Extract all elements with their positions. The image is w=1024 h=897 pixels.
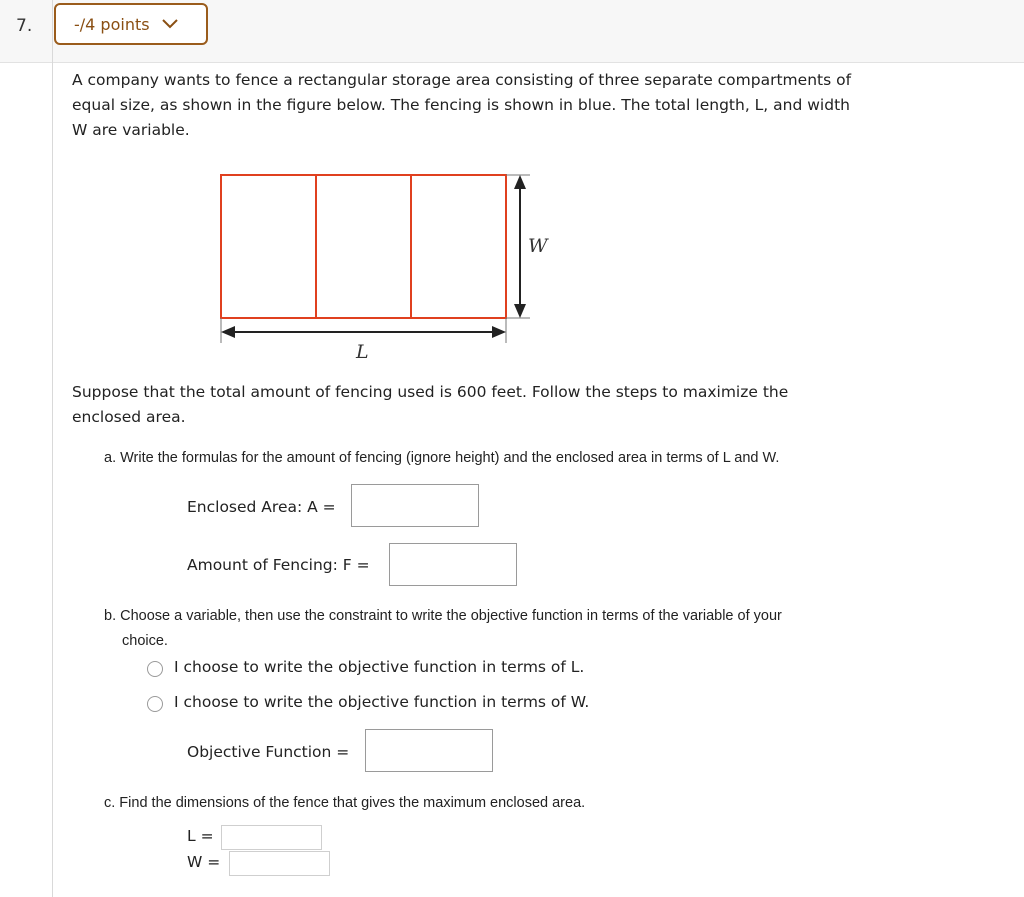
- part-c-instruction: c. Find the dimensions of the fence that gives the maximum enclosed area.: [104, 795, 586, 811]
- l-answer-input[interactable]: [221, 825, 322, 850]
- length-label: L: [356, 341, 369, 363]
- left-divider: [52, 0, 53, 897]
- problem-intro-line-3: W are variable.: [72, 121, 190, 139]
- w-answer-label: W =: [187, 853, 221, 871]
- part-b-instruction-line-2: choice.: [122, 633, 168, 649]
- radio-option-w-label[interactable]: I choose to write the objective function in terms of W.: [174, 693, 590, 711]
- l-answer-label: L =: [187, 827, 214, 845]
- radio-option-l[interactable]: [147, 661, 163, 677]
- area-label: Enclosed Area: A =: [187, 498, 336, 516]
- fencing-label: Amount of Fencing: F =: [187, 556, 370, 574]
- question-number: 7.: [16, 16, 33, 36]
- fence-figure: [210, 165, 570, 365]
- part-a-instruction: a. Write the formulas for the amount of fencing (ignore height) and the enclosed area in terms of L and W.: [104, 450, 780, 466]
- part-b-instruction-line-1: b. Choose a variable, then use the constraint to write the objective function in terms of the variable of your: [104, 608, 782, 624]
- length-arrowhead-left: [221, 326, 235, 338]
- points-label: -/4 points: [74, 14, 150, 34]
- objective-label: Objective Function =: [187, 743, 350, 761]
- problem-intro-line-1: A company wants to fence a rectangular storage area consisting of three separate compartments of: [72, 71, 852, 89]
- problem-intro-line-2: equal size, as shown in the figure below. The fencing is shown in blue. The total length, L, and width: [72, 96, 850, 114]
- width-arrowhead-bottom: [514, 304, 526, 318]
- width-arrowhead-top: [514, 175, 526, 189]
- area-input[interactable]: [351, 484, 479, 527]
- points-dropdown-button[interactable]: [54, 3, 208, 45]
- suppose-line-1: Suppose that the total amount of fencing used is 600 feet. Follow the steps to maximize the: [72, 383, 789, 401]
- chevron-down-icon: [162, 19, 178, 29]
- radio-option-l-label[interactable]: I choose to write the objective function in terms of L.: [174, 658, 585, 676]
- length-arrowhead-right: [492, 326, 506, 338]
- fencing-input[interactable]: [389, 543, 517, 586]
- fence-outer-rect: [221, 175, 506, 318]
- w-answer-input[interactable]: [229, 851, 330, 876]
- suppose-line-2: enclosed area.: [72, 408, 186, 426]
- objective-input[interactable]: [365, 729, 493, 772]
- radio-option-w[interactable]: [147, 696, 163, 712]
- width-label: W: [528, 235, 548, 257]
